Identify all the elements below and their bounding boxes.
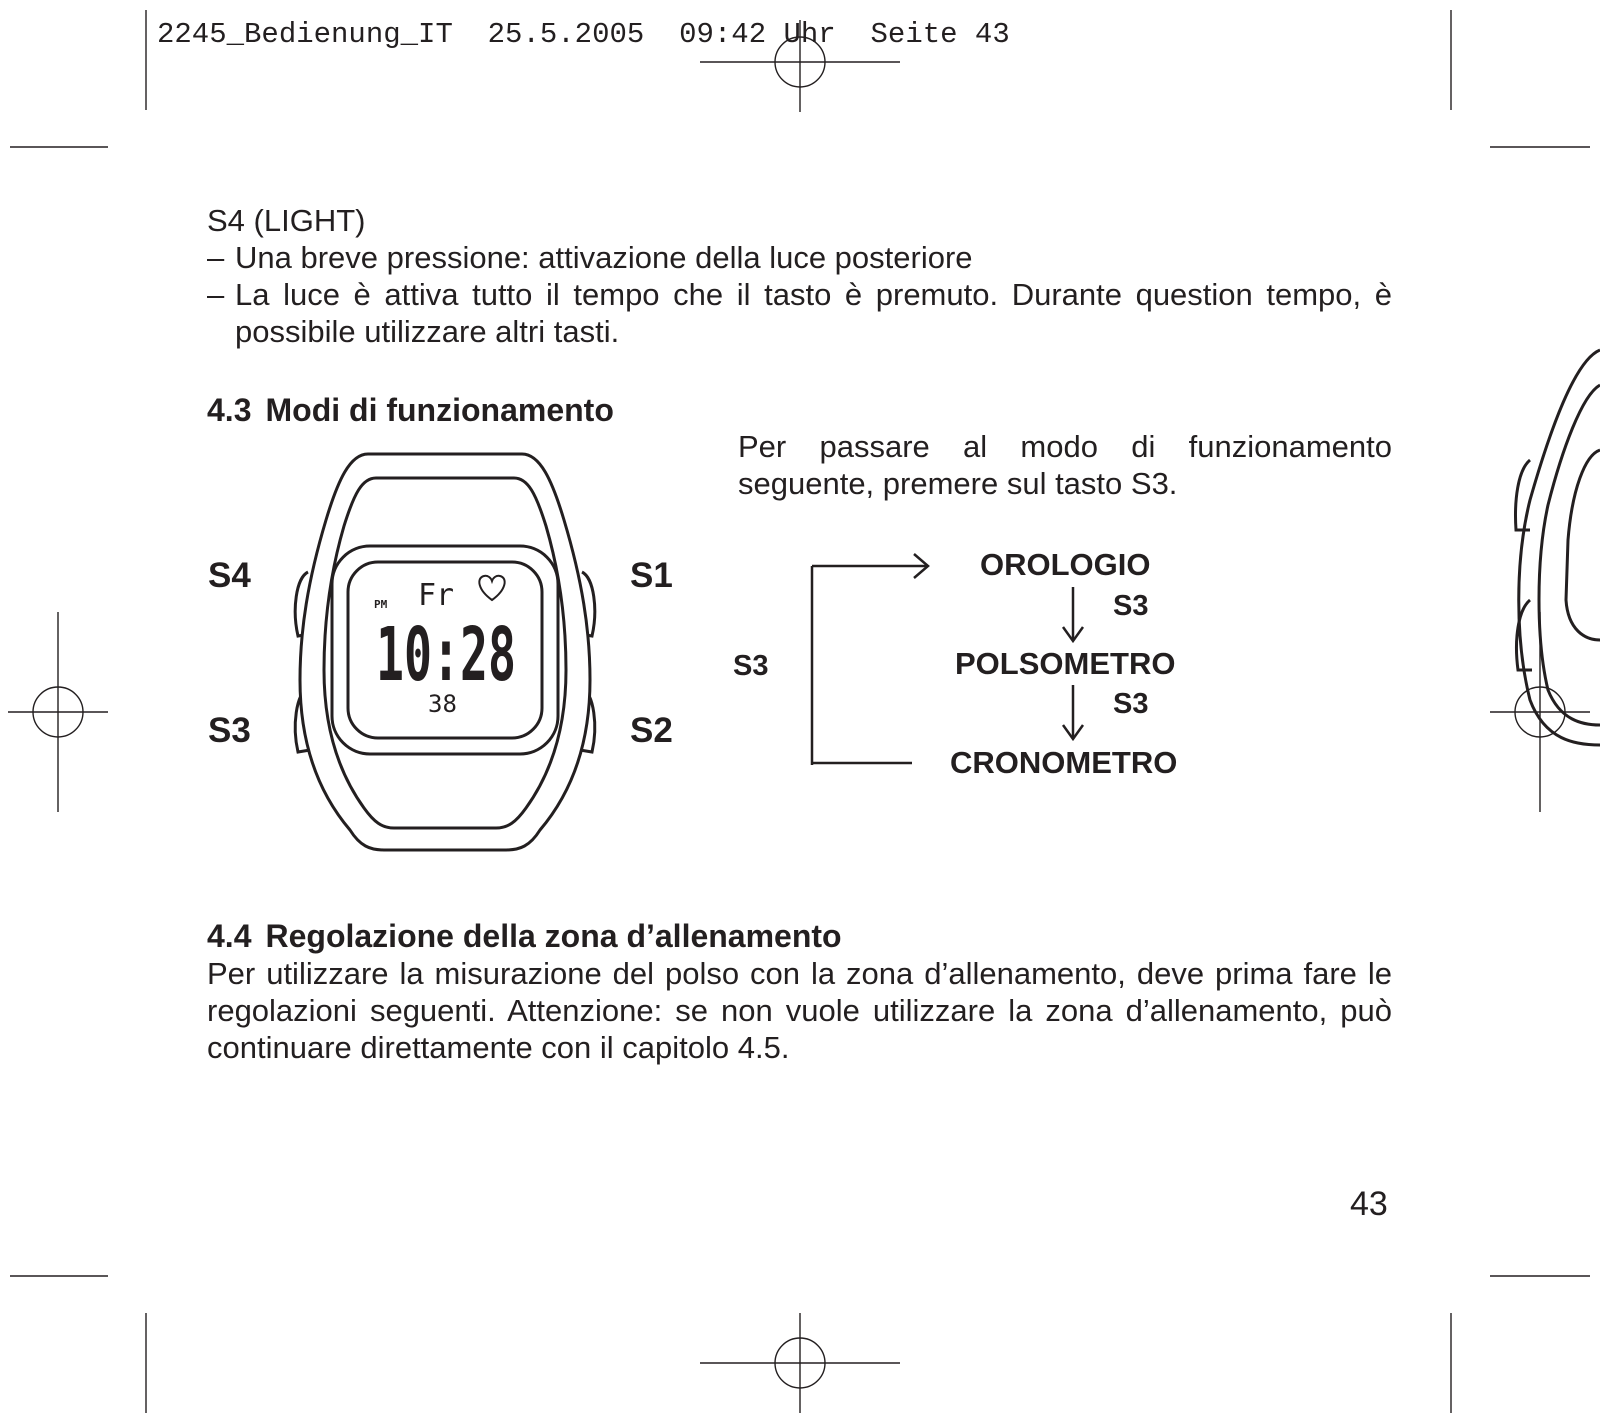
flow-mode-cronometro: CRONOMETRO — [950, 745, 1178, 780]
registration-mark-bottom — [700, 1313, 900, 1413]
registration-mark-left — [8, 612, 108, 812]
section-4-4-heading — [207, 918, 1392, 955]
section-4-3-intro: Per passare al modo di funzionamento seguente, premere sul tasto S3. — [738, 429, 1392, 501]
section-number: 4.3 — [207, 392, 252, 428]
watch-illustration — [290, 450, 600, 860]
s4-light-section — [207, 202, 1392, 350]
display-time: 10:28 — [376, 612, 516, 698]
display-day: Fr — [418, 578, 455, 613]
display-ampm: PM — [374, 598, 388, 611]
section-number: 4.4 — [207, 918, 252, 954]
adjacent-page-watch-fragment — [1516, 350, 1600, 745]
list-dash: – — [207, 277, 225, 312]
print-slug: 2245_Bedienung_IT 25.5.2005 09:42 Uhr Seite 43 — [157, 18, 1010, 51]
arrow-down-icon — [1058, 585, 1088, 645]
s4-light-title: S4 (LIGHT) — [207, 203, 366, 238]
registration-mark-top — [700, 20, 900, 112]
label-s4: S4 — [208, 556, 251, 595]
page-number: 43 — [1350, 1185, 1388, 1223]
flow-step-label: S3 — [1113, 590, 1149, 622]
mode-loop-arrow — [800, 550, 940, 770]
flow-mode-orologio: OROLOGIO — [980, 547, 1151, 582]
flow-step-label: S3 — [1113, 688, 1149, 720]
section-4-3-heading — [207, 392, 1392, 429]
list-item — [207, 239, 1392, 276]
label-s1: S1 — [630, 556, 673, 595]
section-title: Modi di funzionamento — [265, 392, 614, 428]
section-4-4-body: Per utilizzare la misurazione del polso con la zona d’allenamento, deve prima fare le regolazioni seguenti. Attenzione: se non vuole utilizzare la zona d’allenamento, può continuare direttamente con il capitolo 4.5. — [207, 956, 1392, 1065]
display-seconds: 38 — [428, 690, 457, 718]
flow-loop-label: S3 — [733, 650, 769, 682]
list-item-text: La luce è attiva tutto il tempo che il tasto è premuto. Durante question tempo, è possibile utilizzare altri tasti. — [235, 277, 1392, 349]
label-s2: S2 — [630, 711, 673, 750]
list-dash: – — [207, 240, 225, 275]
arrow-down-icon — [1058, 683, 1088, 743]
list-item-text: Una breve pressione: attivazione della luce posteriore — [235, 240, 973, 275]
label-s3: S3 — [208, 711, 251, 750]
section-title: Regolazione della zona d’allenamento — [265, 918, 842, 954]
flow-mode-polsometro: POLSOMETRO — [955, 646, 1176, 681]
section-4-4 — [207, 918, 1392, 1066]
list-item — [207, 276, 1392, 350]
